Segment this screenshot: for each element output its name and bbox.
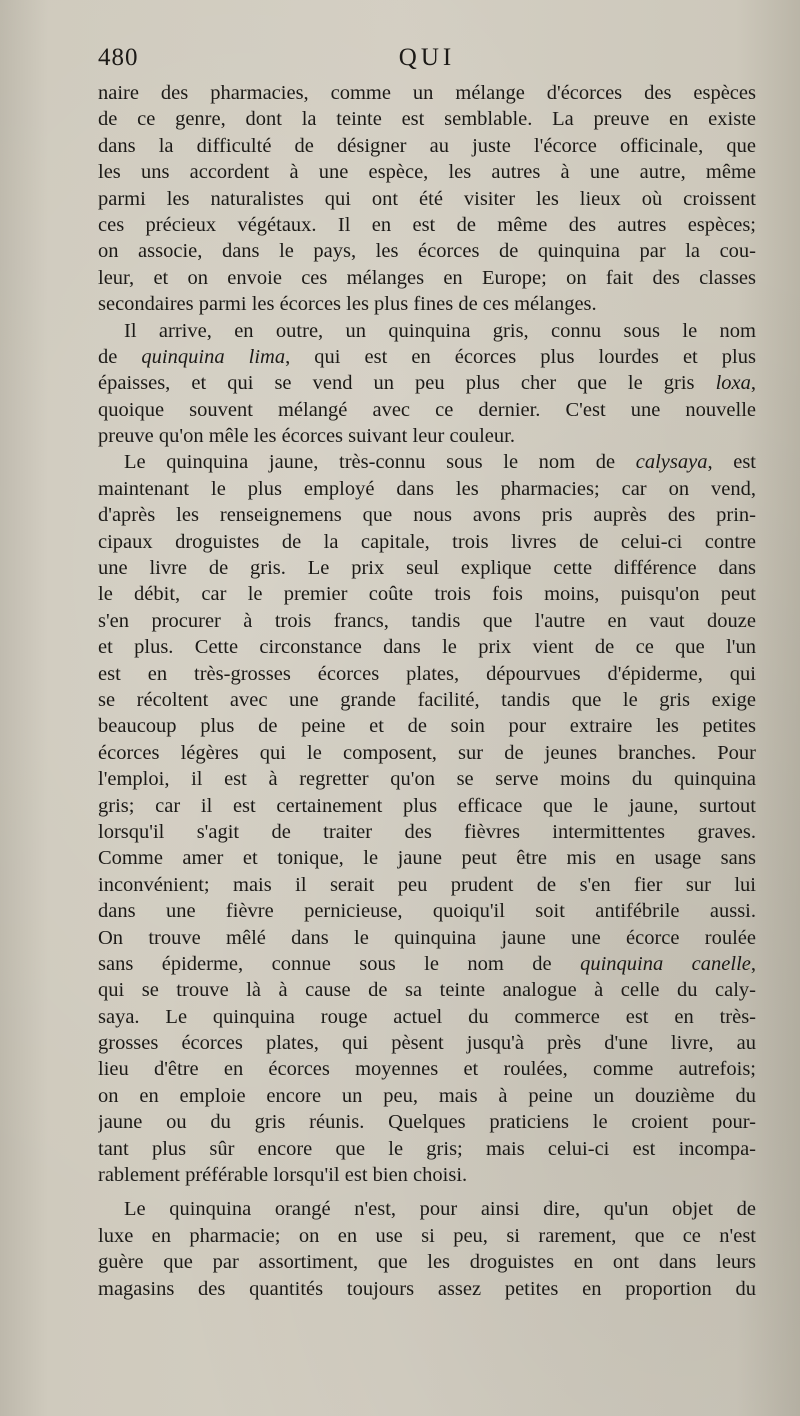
text-line: sans épiderme, connue sous le nom de quinquina canelle,	[98, 952, 756, 975]
text-line: inconvénient; mais il serait peu prudent de s'en fier sur lui	[98, 873, 756, 896]
text-line: saya. Le quinquina rouge actuel du commerce est en très-	[98, 1005, 756, 1028]
text-line: jaune ou du gris réunis. Quelques praticiens le croient pour-	[98, 1111, 756, 1134]
text-line: preuve qu'on mêle les écorces suivant leur couleur.	[98, 425, 515, 448]
text-line: ces précieux végétaux. Il en est de même des autres espèces;	[98, 213, 756, 236]
text-line: rablement préférable lorsqu'il est bien choisi.	[98, 1164, 468, 1187]
text-line: on associe, dans le pays, les écorces de quinquina par la cou-	[98, 240, 756, 263]
text-line: beaucoup plus de peine et de soin pour extraire les petites	[98, 715, 756, 738]
text-line: Le quinquina orangé n'est, pour ainsi dire, qu'un objet de	[124, 1198, 756, 1221]
body-text	[98, 80, 756, 1302]
text-line: grosses écorces plates, qui pèsent jusqu'à près d'une livre, au	[98, 1032, 756, 1055]
text-line: lorsqu'il s'agit de traiter des fièvres intermittentes graves.	[98, 820, 756, 843]
paragraph-1	[98, 80, 756, 318]
text-line: leur, et on envoie ces mélanges en Europe; on fait des classes	[98, 266, 756, 289]
text-line: s'en procurer à trois francs, tandis que l'autre en vaut douze	[98, 609, 756, 632]
text-line: dans une fièvre pernicieuse, quoiqu'il soit antifébrile aussi.	[98, 900, 756, 923]
text-line: Il arrive, en outre, un quinquina gris, connu sous le nom	[124, 319, 756, 342]
page-number: 480	[98, 44, 139, 71]
text-line: gris; car il est certainement plus efficace que le jaune, surtout	[98, 794, 756, 817]
text-line: de quinquina lima, qui est en écorces plus lourdes et plus	[98, 345, 756, 368]
page-header	[98, 44, 756, 84]
text-line: Comme amer et tonique, le jaune peut être mis en usage sans	[98, 847, 756, 870]
text-line: épaisses, et qui se vend un peu plus cher que le gris loxa,	[98, 372, 756, 395]
text-line: les uns accordent à une espèce, les autres à une autre, même	[98, 161, 756, 184]
text-line: on en emploie encore un peu, mais à peine un douzième du	[98, 1084, 756, 1107]
text-line: une livre de gris. Le prix seul explique cette différence dans	[98, 557, 756, 580]
text-line: On trouve mêlé dans le quinquina jaune une écorce roulée	[98, 926, 756, 949]
text-line: cipaux droguistes de la capitale, trois livres de celui-ci contre	[98, 530, 756, 553]
text-line: maintenant le plus employé dans les pharmacies; car on vend,	[98, 477, 756, 500]
text-line: Le quinquina jaune, très-connu sous le nom de calysaya, est	[124, 451, 756, 474]
paragraph-4	[98, 1196, 756, 1302]
text-line: magasins des quantités toujours assez petites en proportion du	[98, 1277, 756, 1300]
text-line: de ce genre, dont la teinte est semblable. La preuve en existe	[98, 108, 756, 131]
text-line: d'après les renseignemens que nous avons pris auprès des prin-	[98, 504, 756, 527]
text-line: parmi les naturalistes qui ont été visiter les lieux où croissent	[98, 187, 756, 210]
text-line: quoique souvent mélangé avec ce dernier. C'est une nouvelle	[98, 398, 756, 421]
text-line: luxe en pharmacie; on en use si peu, si rarement, que ce n'est	[98, 1224, 756, 1247]
text-line: guère que par assortiment, que les droguistes en ont dans leurs	[98, 1251, 756, 1274]
text-line: est en très-grosses écorces plates, dépourvues d'épiderme, qui	[98, 662, 756, 685]
text-line: et plus. Cette circonstance dans le prix vient de ce que l'un	[98, 636, 756, 659]
text-line: lieu d'être en écorces moyennes et roulées, comme autrefois;	[98, 1058, 756, 1081]
text-line: secondaires parmi les écorces les plus fines de ces mélanges.	[98, 293, 597, 316]
text-line: écorces légères qui le composent, sur de jeunes branches. Pour	[98, 741, 756, 764]
text-line: qui se trouve là à cause de sa teinte analogue à celle du caly-	[98, 979, 756, 1002]
text-line: l'emploi, il est à regretter qu'on se serve moins du quinquina	[98, 768, 756, 791]
paragraph-2	[98, 318, 756, 450]
text-line: tant plus sûr encore que le gris; mais celui-ci est incompa-	[98, 1137, 756, 1160]
text-line: se récoltent avec une grande facilité, tandis que le gris exige	[98, 688, 756, 711]
text-line: dans la difficulté de désigner au juste l'écorce officinale, que	[98, 134, 756, 157]
text-line: le débit, car le premier coûte trois fois moins, puisqu'on peut	[98, 583, 756, 606]
running-head: QUI	[398, 44, 456, 71]
text-line: naire des pharmacies, comme un mélange d'écorces des espèces	[98, 82, 756, 104]
paragraph-3	[98, 449, 756, 1188]
